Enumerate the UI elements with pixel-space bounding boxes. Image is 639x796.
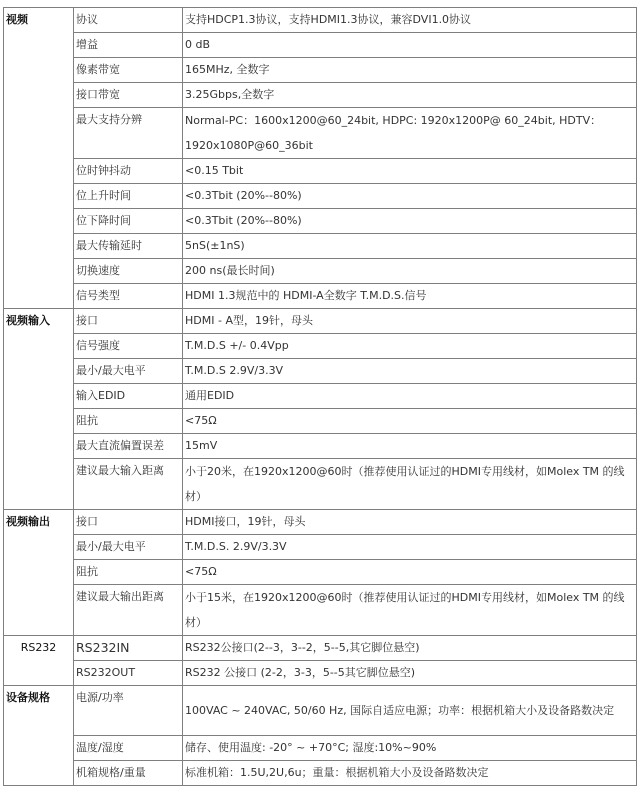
param-cell: 温度/湿度: [74, 736, 183, 761]
param-cell: 阻抗: [74, 409, 183, 434]
value-cell: <0.3Tbit (20%--80%): [183, 209, 637, 234]
table-row: [4, 83, 637, 108]
param-cell: 建议最大输入距离: [74, 459, 183, 510]
value-cell: 5nS(±1nS): [183, 234, 637, 259]
value-cell: 标准机箱：1.5U,2U,6u；重量：根据机箱大小及设备路数决定: [183, 761, 637, 786]
param-cell: 协议: [74, 8, 183, 33]
table-row: [4, 686, 637, 736]
table-row: [4, 309, 637, 334]
table-row: [4, 58, 637, 83]
value-cell: 15mV: [183, 434, 637, 459]
category-video-output: 视频输出: [4, 510, 74, 636]
category-video-input: 视频输入: [4, 309, 74, 510]
value-cell: RS232公接口(2--3，3--2，5--5,其它脚位悬空): [183, 636, 637, 661]
value-cell: 储存、使用温度: -20° ~ +70°C; 湿度:10%~90%: [183, 736, 637, 761]
table-row: [4, 736, 637, 761]
table-row: [4, 661, 637, 686]
table-row: [4, 334, 637, 359]
table-row: [4, 33, 637, 58]
category-rs232: RS232: [4, 636, 74, 686]
value-cell: HDMI 1.3规范中的 HDMI-A全数字 T.M.D.S.信号: [183, 284, 637, 309]
param-cell: 最小/最大电平: [74, 535, 183, 560]
value-cell: T.M.D.S +/- 0.4Vpp: [183, 334, 637, 359]
table-row: [4, 284, 637, 309]
param-cell: 接口带宽: [74, 83, 183, 108]
value-cell: 小于15米，在1920x1200@60时（推荐使用认证过的HDMI专用线材，如Molex TM 的线材）: [183, 585, 637, 636]
table-row: [4, 560, 637, 585]
value-cell: T.M.D.S. 2.9V/3.3V: [183, 535, 637, 560]
param-cell: 位上升时间: [74, 184, 183, 209]
table-row: [4, 209, 637, 234]
table-row: [4, 510, 637, 535]
table-row: [4, 234, 637, 259]
table-row: [4, 636, 637, 661]
value-cell: 小于20米，在1920x1200@60时（推荐使用认证过的HDMI专用线材，如Molex TM 的线材）: [183, 459, 637, 510]
table-row: [4, 434, 637, 459]
param-cell: 像素带宽: [74, 58, 183, 83]
table-row: [4, 259, 637, 284]
param-cell: 建议最大输出距离: [74, 585, 183, 636]
param-cell: 最大支持分辨: [74, 108, 183, 159]
table-row: [4, 585, 637, 636]
category-device-spec: 设备规格: [4, 686, 74, 786]
param-cell: 阻抗: [74, 560, 183, 585]
value-cell: <75Ω: [183, 560, 637, 585]
value-cell: RS232 公接口 (2-2，3-3，5--5其它脚位悬空): [183, 661, 637, 686]
param-cell: 信号强度: [74, 334, 183, 359]
value-cell: Normal-PC：1600x1200@60_24bit, HDPC: 1920x1200P@ 60_24bit, HDTV：1920x1080P@60_36bit: [183, 108, 637, 159]
param-cell: 最小/最大电平: [74, 359, 183, 384]
value-cell: HDMI - A型，19针，母头: [183, 309, 637, 334]
value-cell: 通用EDID: [183, 384, 637, 409]
table-row: [4, 184, 637, 209]
value-cell: HDMI接口，19针，母头: [183, 510, 637, 535]
value-cell: 0 dB: [183, 33, 637, 58]
table-row: [4, 108, 637, 159]
param-cell: 切换速度: [74, 259, 183, 284]
table-row: [4, 459, 637, 510]
value-cell: <0.15 Tbit: [183, 159, 637, 184]
table-row: [4, 761, 637, 786]
value-cell: <0.3Tbit (20%--80%): [183, 184, 637, 209]
table-row: [4, 384, 637, 409]
param-cell: 接口: [74, 309, 183, 334]
value-cell: T.M.D.S 2.9V/3.3V: [183, 359, 637, 384]
param-cell: 位时钟抖动: [74, 159, 183, 184]
value-cell: 支持HDCP1.3协议，支持HDMI1.3协议，兼容DVI1.0协议: [183, 8, 637, 33]
table-row: [4, 359, 637, 384]
param-cell: RS232OUT: [74, 661, 183, 686]
param-cell: 位下降时间: [74, 209, 183, 234]
param-cell: 接口: [74, 510, 183, 535]
param-cell: 增益: [74, 33, 183, 58]
param-cell: 机箱规格/重量: [74, 761, 183, 786]
value-cell: 200 ns(最长时间): [183, 259, 637, 284]
value-cell: 3.25Gbps,全数字: [183, 83, 637, 108]
param-cell: RS232IN: [74, 636, 183, 661]
param-cell: 最大直流偏置误差: [74, 434, 183, 459]
param-cell: 信号类型: [74, 284, 183, 309]
value-cell: <75Ω: [183, 409, 637, 434]
param-cell: 最大传输延时: [74, 234, 183, 259]
table-row: [4, 8, 637, 33]
table-row: [4, 409, 637, 434]
value-cell: 165MHz, 全数字: [183, 58, 637, 83]
param-cell: 输入EDID: [74, 384, 183, 409]
value-cell: 100VAC ~ 240VAC, 50/60 Hz, 国际自适应电源；功率：根据机箱大小及设备路数决定: [183, 686, 637, 736]
spec-table: [3, 7, 637, 786]
param-cell: 电源/功率: [74, 686, 183, 736]
table-row: [4, 159, 637, 184]
table-row: [4, 535, 637, 560]
category-video: 视频: [4, 8, 74, 309]
